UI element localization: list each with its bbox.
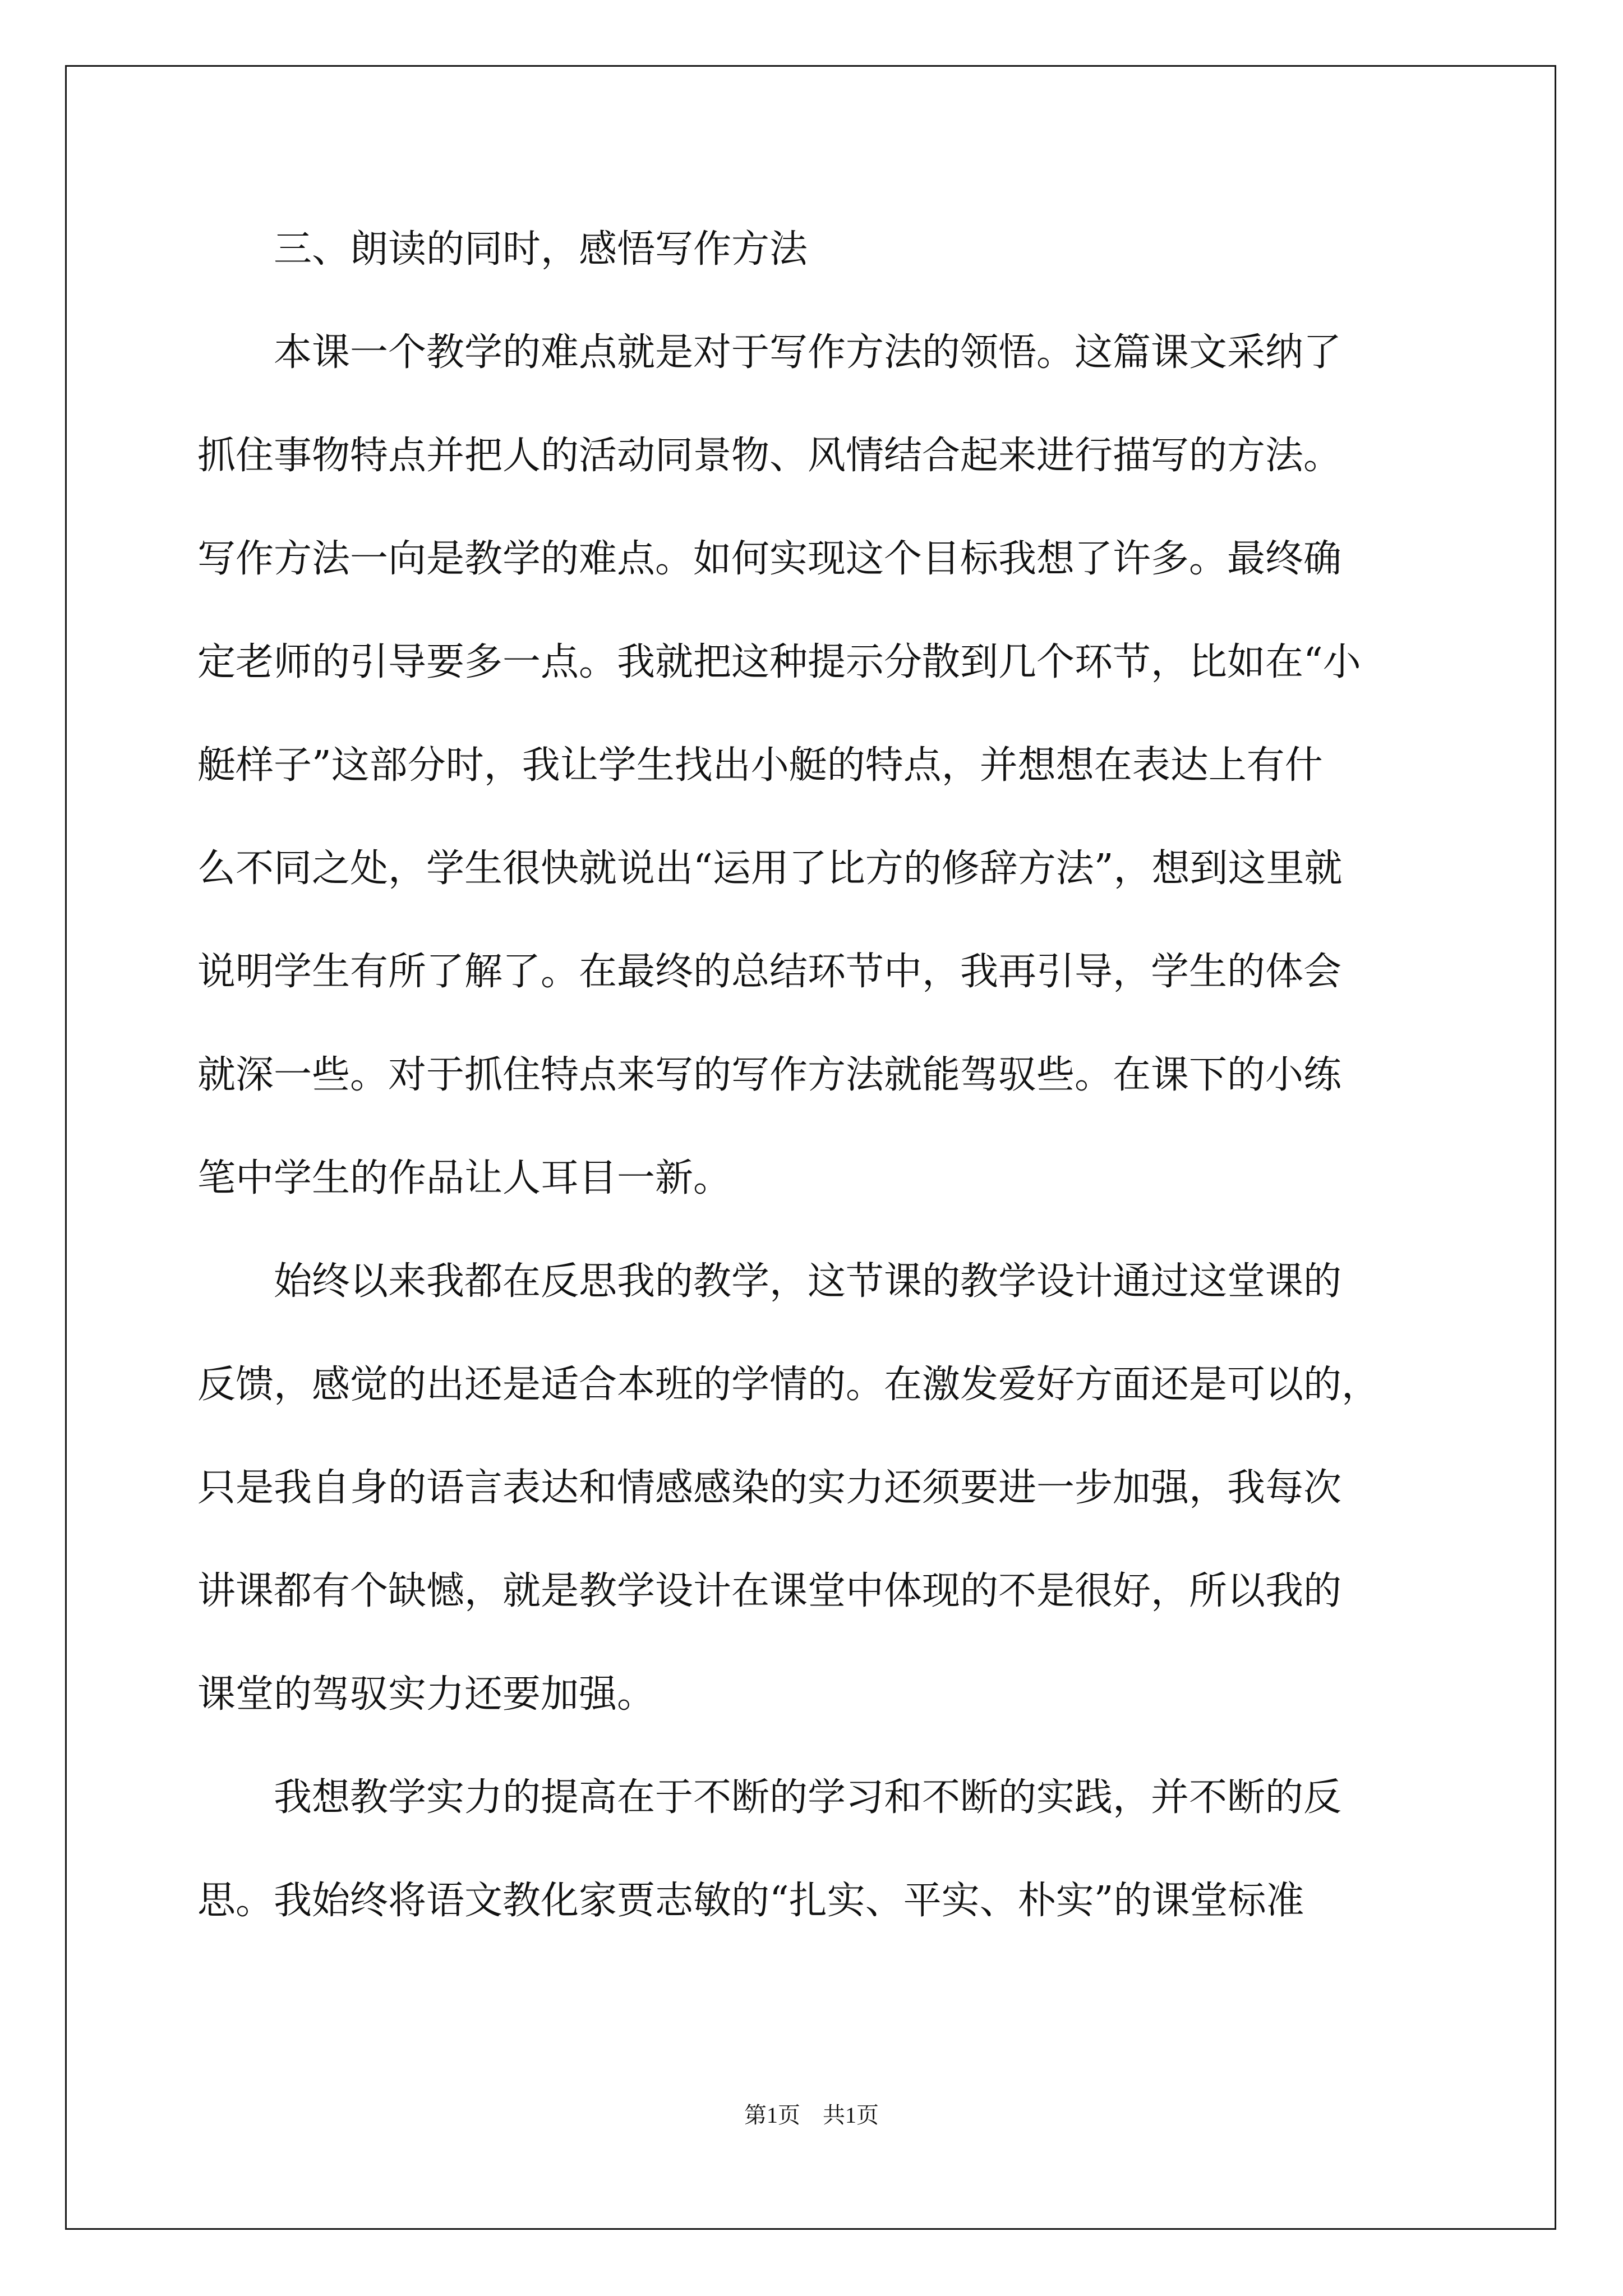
body-text-line: 本课一个教学的难点就是对于写作方法的领悟。这篇课文采纳了 <box>197 330 1342 375</box>
body-text-line: 笔中学生的作品让人耳目一新。 <box>197 1156 732 1200</box>
body-text-line: 说明学生有所了解了。在最终的总结环节中，我再引导，学生的体会 <box>197 950 1342 994</box>
section-heading: 三、朗读的同时，感悟写作方法 <box>197 227 808 272</box>
body-text-line: 思。我始终将语文教化家贾志敏的“扎实、平实、朴实”的课堂标准 <box>197 1879 1304 1923</box>
page-number-footer: 第1页 共1页 <box>744 2102 879 2128</box>
body-text-line: 么不同之处，学生很快就说出“运用了比方的修辞方法”，想到这里就 <box>197 846 1343 891</box>
body-text-line: 艇样子”这部分时，我让学生找出小艇的特点，并想想在表达上有什 <box>197 743 1323 788</box>
body-text-line: 讲课都有个缺憾，就是教学设计在课堂中体现的不是很好，所以我的 <box>197 1569 1342 1613</box>
body-text-line: 反馈，感觉的出还是适合本班的学情的。在激发爱好方面还是可以的， <box>197 1363 1380 1407</box>
body-text-line: 课堂的驾驭实力还要加强。 <box>197 1672 656 1717</box>
body-text-line: 定老师的引导要多一点。我就把这种提示分散到几个环节，比如在“小 <box>197 640 1361 684</box>
body-text-line: 写作方法一向是教学的难点。如何实现这个目标我想了许多。最终确 <box>197 537 1342 581</box>
body-text-line: 只是我自身的语言表达和情感感染的实力还须要进一步加强，我每次 <box>197 1466 1342 1510</box>
body-text-line: 抓住事物特点并把人的活动同景物、风情结合起来进行描写的方法。 <box>197 434 1342 478</box>
body-text-line: 就深一些。对于抓住特点来写的写作方法就能驾驭些。在课下的小练 <box>197 1053 1342 1097</box>
body-text-line: 始终以来我都在反思我的教学，这节课的教学设计通过这堂课的 <box>197 1259 1342 1304</box>
body-text-line: 我想教学实力的提高在于不断的学习和不断的实践，并不断的反 <box>197 1775 1342 1820</box>
